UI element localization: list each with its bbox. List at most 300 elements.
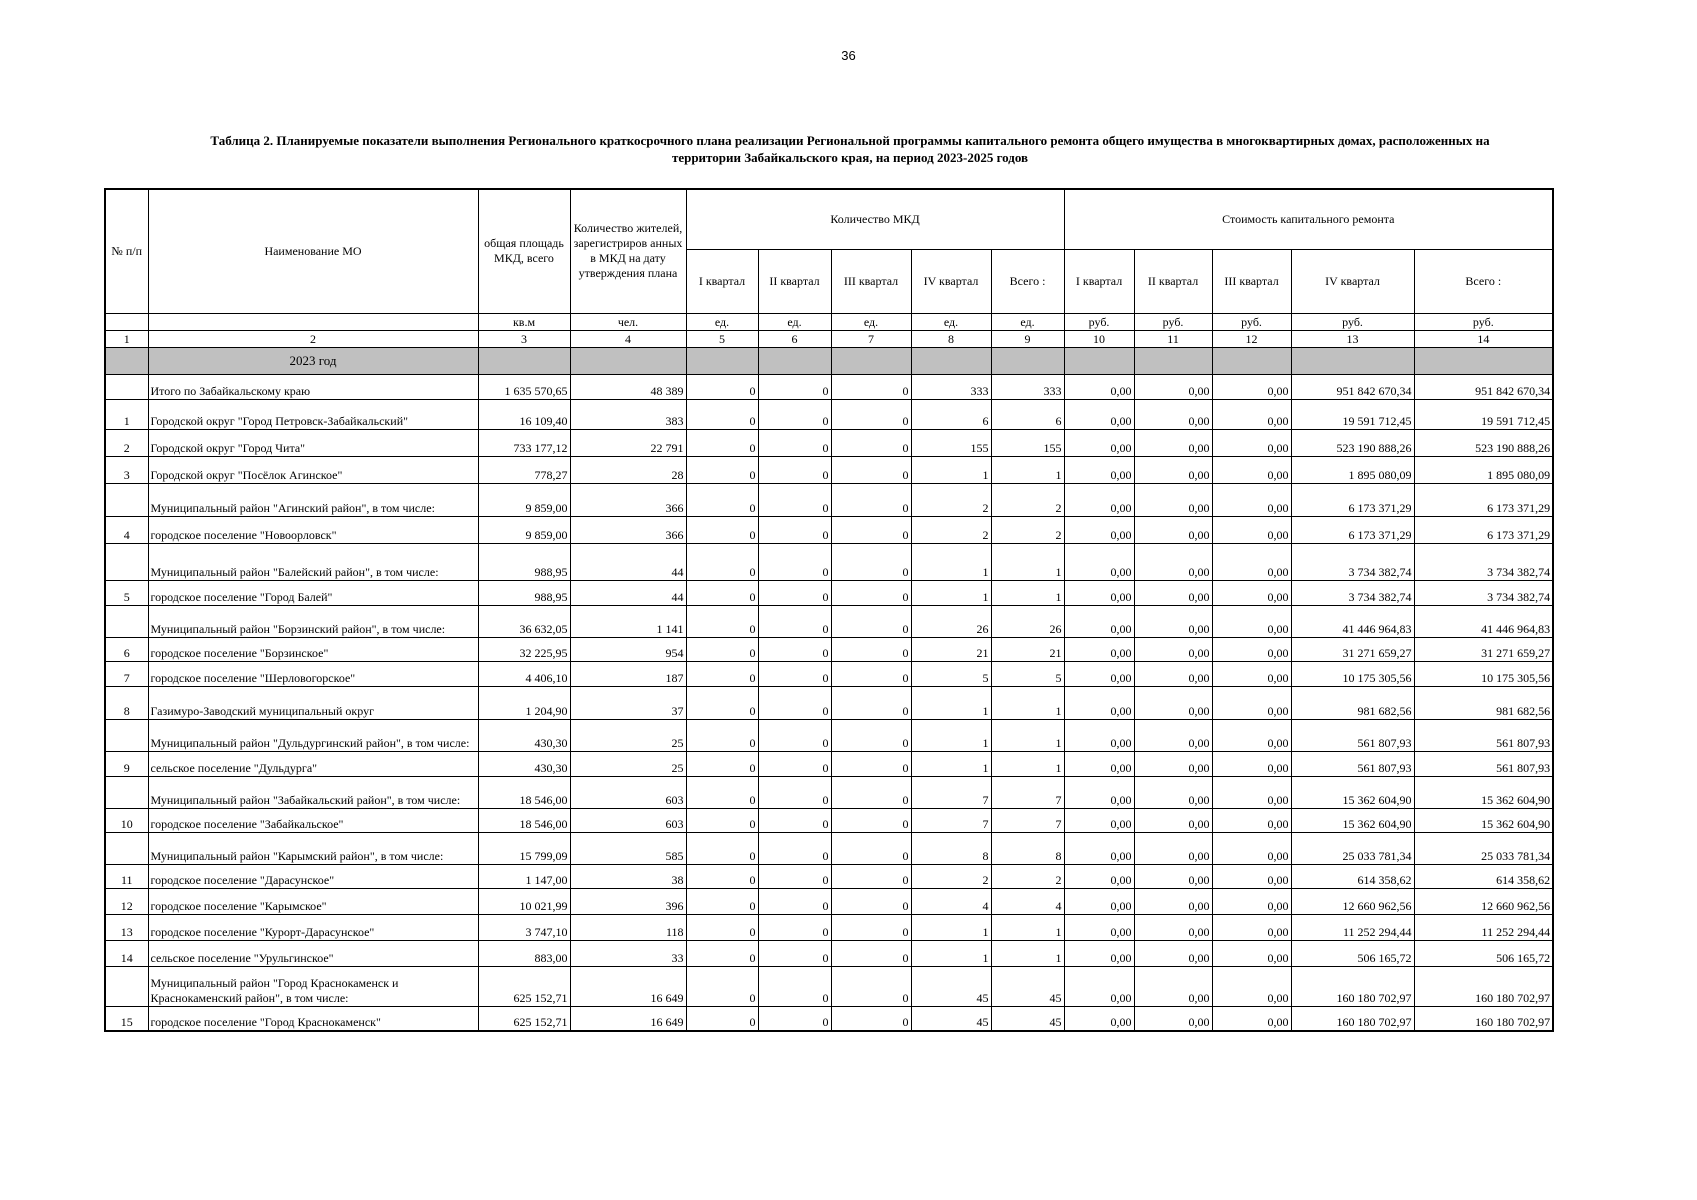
- header-mkd-q2: II квартал: [758, 249, 831, 313]
- data-cell: 11 252 294,44: [1291, 914, 1414, 940]
- data-cell: 0: [686, 637, 758, 661]
- data-cell: 523 190 888,26: [1414, 429, 1553, 456]
- year-cell-empty: [1064, 347, 1134, 374]
- year-cell-empty: [478, 347, 570, 374]
- column-number: 2: [148, 330, 478, 347]
- total-cell: 333: [911, 374, 991, 399]
- data-cell: 0: [686, 751, 758, 776]
- row-number: 14: [105, 940, 148, 966]
- data-cell: 0: [831, 776, 911, 808]
- total-cell: 1 635 570,65: [478, 374, 570, 399]
- data-cell: 2: [991, 516, 1064, 543]
- data-cell: 8: [911, 832, 991, 864]
- data-cell: 561 807,93: [1291, 751, 1414, 776]
- data-cell: 0: [758, 751, 831, 776]
- column-number: 3: [478, 330, 570, 347]
- row-number: 11: [105, 864, 148, 888]
- data-cell: 26: [991, 605, 1064, 637]
- data-cell: 0,00: [1134, 637, 1212, 661]
- row-number: 5: [105, 580, 148, 605]
- data-cell: 0: [686, 605, 758, 637]
- data-cell: 954: [570, 637, 686, 661]
- data-cell: 1: [991, 719, 1064, 751]
- data-cell: 10 175 305,56: [1414, 661, 1553, 686]
- data-cell: 733 177,12: [478, 429, 570, 456]
- column-number: 7: [831, 330, 911, 347]
- data-cell: 15 362 604,90: [1414, 808, 1553, 832]
- municipality-name: городское поселение "Город Краснокаменск": [148, 1006, 478, 1031]
- data-cell: 9 859,00: [478, 483, 570, 516]
- data-cell: 614 358,62: [1414, 864, 1553, 888]
- data-cell: 0,00: [1134, 888, 1212, 914]
- data-cell: 1: [991, 914, 1064, 940]
- data-cell: 585: [570, 832, 686, 864]
- total-cell: 333: [991, 374, 1064, 399]
- column-number: 9: [991, 330, 1064, 347]
- data-cell: 0,00: [1212, 940, 1291, 966]
- year-cell-empty: [758, 347, 831, 374]
- data-cell: 883,00: [478, 940, 570, 966]
- unit-cell-empty: [148, 313, 478, 330]
- data-cell: 45: [911, 1006, 991, 1031]
- data-cell: 0: [686, 429, 758, 456]
- table-row: [105, 429, 1553, 456]
- data-cell: 16 649: [570, 1006, 686, 1031]
- table-row: [105, 661, 1553, 686]
- data-cell: 0: [758, 864, 831, 888]
- data-cell: 6: [991, 399, 1064, 429]
- data-cell: 15 362 604,90: [1291, 808, 1414, 832]
- municipality-name: городское поселение "Дарасунское": [148, 864, 478, 888]
- data-cell: 0: [758, 940, 831, 966]
- year-cell-empty: [1212, 347, 1291, 374]
- header-cost-q3: III квартал: [1212, 249, 1291, 313]
- column-number: 4: [570, 330, 686, 347]
- data-cell: 4 406,10: [478, 661, 570, 686]
- data-cell: 0,00: [1134, 832, 1212, 864]
- column-number: 10: [1064, 330, 1134, 347]
- data-cell: 10 175 305,56: [1291, 661, 1414, 686]
- data-cell: 0: [831, 456, 911, 483]
- table-row: [105, 516, 1553, 543]
- data-cell: 0,00: [1134, 686, 1212, 719]
- row-number: [105, 719, 148, 751]
- data-cell: 0,00: [1134, 516, 1212, 543]
- data-cell: 2: [911, 483, 991, 516]
- data-cell: 0: [686, 456, 758, 483]
- page-number: 36: [841, 48, 856, 63]
- data-cell: 8: [991, 832, 1064, 864]
- data-cell: 0: [758, 661, 831, 686]
- data-cell: 0: [686, 483, 758, 516]
- data-cell: 981 682,56: [1291, 686, 1414, 719]
- data-cell: 988,95: [478, 543, 570, 580]
- data-cell: 0: [831, 580, 911, 605]
- table-row: [105, 966, 1553, 1006]
- year-cell-empty: [831, 347, 911, 374]
- data-cell: 38: [570, 864, 686, 888]
- table-title-line2: территории Забайкальского края, на период 2023-2025 годов: [671, 150, 1029, 165]
- data-cell: 383: [570, 399, 686, 429]
- data-cell: 0,00: [1064, 888, 1134, 914]
- data-cell: 1 147,00: [478, 864, 570, 888]
- data-cell: 0: [758, 580, 831, 605]
- data-cell: 26: [911, 605, 991, 637]
- data-cell: 0,00: [1064, 914, 1134, 940]
- data-cell: 0,00: [1134, 808, 1212, 832]
- data-cell: 12 660 962,56: [1291, 888, 1414, 914]
- data-cell: 1: [991, 751, 1064, 776]
- data-cell: 1: [991, 456, 1064, 483]
- data-cell: 366: [570, 516, 686, 543]
- data-cell: 3 734 382,74: [1414, 580, 1553, 605]
- data-cell: 16 109,40: [478, 399, 570, 429]
- data-cell: 0: [758, 832, 831, 864]
- data-cell: 625 152,71: [478, 1006, 570, 1031]
- data-cell: 0,00: [1212, 516, 1291, 543]
- data-cell: 18 546,00: [478, 808, 570, 832]
- data-cell: 1: [911, 580, 991, 605]
- data-cell: 160 180 702,97: [1291, 1006, 1414, 1031]
- municipality-name: Муниципальный район "Город Краснокаменск и Краснокаменский район", в том числе:: [148, 966, 478, 1006]
- row-number: 9: [105, 751, 148, 776]
- data-cell: 0,00: [1064, 580, 1134, 605]
- units-row: [105, 313, 1553, 330]
- data-cell: 0,00: [1212, 686, 1291, 719]
- data-cell: 0,00: [1212, 776, 1291, 808]
- data-cell: 0,00: [1212, 719, 1291, 751]
- unit-cell: чел.: [570, 313, 686, 330]
- row-number: 10: [105, 808, 148, 832]
- header-mkd-q3: III квартал: [831, 249, 911, 313]
- total-row: [105, 374, 1553, 399]
- data-cell: 6 173 371,29: [1291, 483, 1414, 516]
- data-cell: 0,00: [1212, 543, 1291, 580]
- data-cell: 0: [831, 940, 911, 966]
- data-cell: 0,00: [1212, 914, 1291, 940]
- data-cell: 0,00: [1134, 456, 1212, 483]
- total-label: Итого по Забайкальскому краю: [148, 374, 478, 399]
- data-cell: 25 033 781,34: [1291, 832, 1414, 864]
- column-number: 6: [758, 330, 831, 347]
- data-cell: 25: [570, 719, 686, 751]
- row-number: 7: [105, 661, 148, 686]
- data-cell: 22 791: [570, 429, 686, 456]
- table-row: [105, 543, 1553, 580]
- column-number: 11: [1134, 330, 1212, 347]
- data-cell: 0: [686, 399, 758, 429]
- data-cell: 430,30: [478, 751, 570, 776]
- data-cell: 1: [911, 719, 991, 751]
- table-row: [105, 940, 1553, 966]
- table-title-line1: Таблица 2. Планируемые показатели выполнения Регионального краткосрочного плана реализации Региональной программы капитального ремонта общего имущества в многоквартирных домах, расположенных на: [210, 133, 1490, 148]
- data-cell: 0,00: [1212, 751, 1291, 776]
- data-cell: 1: [991, 543, 1064, 580]
- table-row: [105, 686, 1553, 719]
- data-cell: 0: [831, 661, 911, 686]
- year-cell-empty: [686, 347, 758, 374]
- header-group-cost: Стоимость капитального ремонта: [1064, 189, 1553, 249]
- data-cell: 5: [911, 661, 991, 686]
- table-row: [105, 1006, 1553, 1031]
- data-cell: 1: [991, 940, 1064, 966]
- data-cell: 1 141: [570, 605, 686, 637]
- municipality-name: Муниципальный район "Балейский район", в том числе:: [148, 543, 478, 580]
- data-cell: 0,00: [1212, 832, 1291, 864]
- data-cell: 7: [911, 808, 991, 832]
- year-cell-empty: [105, 347, 148, 374]
- table-row: [105, 888, 1553, 914]
- total-cell: 951 842 670,34: [1291, 374, 1414, 399]
- municipality-name: сельское поселение "Урульгинское": [148, 940, 478, 966]
- data-cell: 0: [831, 966, 911, 1006]
- year-cell-empty: [1291, 347, 1414, 374]
- data-cell: 7: [911, 776, 991, 808]
- data-cell: 1 895 080,09: [1414, 456, 1553, 483]
- data-cell: 15 362 604,90: [1414, 776, 1553, 808]
- municipality-name: Муниципальный район "Борзинский район", в том числе:: [148, 605, 478, 637]
- total-cell: 48 389: [570, 374, 686, 399]
- data-cell: 0: [831, 751, 911, 776]
- data-cell: 561 807,93: [1414, 719, 1553, 751]
- data-cell: 6 173 371,29: [1291, 516, 1414, 543]
- data-cell: 0,00: [1064, 429, 1134, 456]
- data-cell: 0: [831, 605, 911, 637]
- data-cell: 0,00: [1212, 808, 1291, 832]
- data-cell: 603: [570, 808, 686, 832]
- data-cell: 45: [911, 966, 991, 1006]
- data-cell: 0: [758, 686, 831, 719]
- unit-cell: кв.м: [478, 313, 570, 330]
- data-cell: 0,00: [1134, 661, 1212, 686]
- data-cell: 28: [570, 456, 686, 483]
- data-cell: 1: [911, 543, 991, 580]
- data-cell: 41 446 964,83: [1291, 605, 1414, 637]
- data-cell: 0,00: [1134, 914, 1212, 940]
- data-cell: 1 895 080,09: [1291, 456, 1414, 483]
- data-cell: 0,00: [1134, 940, 1212, 966]
- data-cell: 1: [991, 686, 1064, 719]
- row-number: [105, 832, 148, 864]
- data-cell: 0: [758, 399, 831, 429]
- data-cell: 0,00: [1212, 580, 1291, 605]
- data-cell: 15 362 604,90: [1291, 776, 1414, 808]
- total-cell: 0,00: [1212, 374, 1291, 399]
- municipality-name: Городской округ "Город Петровск-Забайкальский": [148, 399, 478, 429]
- table-row: [105, 776, 1553, 808]
- header-cost-q2: II квартал: [1134, 249, 1212, 313]
- data-cell: 0: [758, 543, 831, 580]
- unit-cell: ед.: [911, 313, 991, 330]
- table-row: [105, 580, 1553, 605]
- data-cell: 0,00: [1064, 661, 1134, 686]
- data-cell: 6: [911, 399, 991, 429]
- row-number: 4: [105, 516, 148, 543]
- data-cell: 2: [911, 516, 991, 543]
- year-row: [105, 347, 1553, 374]
- data-cell: 0: [758, 516, 831, 543]
- data-cell: 625 152,71: [478, 966, 570, 1006]
- data-cell: 0: [758, 966, 831, 1006]
- data-cell: 6 173 371,29: [1414, 516, 1553, 543]
- column-number: 14: [1414, 330, 1553, 347]
- data-cell: 0,00: [1212, 1006, 1291, 1031]
- data-cell: 0,00: [1134, 751, 1212, 776]
- data-cell: 0: [758, 637, 831, 661]
- data-cell: 0,00: [1134, 580, 1212, 605]
- data-cell: 0: [758, 808, 831, 832]
- municipality-name: Муниципальный район "Агинский район", в том числе:: [148, 483, 478, 516]
- header-num: № п/п: [105, 189, 148, 313]
- data-cell: 0,00: [1064, 719, 1134, 751]
- data-cell: 0: [686, 888, 758, 914]
- data-cell: 0: [831, 516, 911, 543]
- row-number: 6: [105, 637, 148, 661]
- data-cell: 155: [991, 429, 1064, 456]
- data-cell: 0: [686, 914, 758, 940]
- data-cell: 0: [831, 832, 911, 864]
- table-row: [105, 399, 1553, 429]
- data-cell: 4: [991, 888, 1064, 914]
- data-cell: 118: [570, 914, 686, 940]
- column-number: 8: [911, 330, 991, 347]
- column-number: 12: [1212, 330, 1291, 347]
- data-cell: 45: [991, 1006, 1064, 1031]
- total-cell: 0,00: [1064, 374, 1134, 399]
- unit-cell: руб.: [1134, 313, 1212, 330]
- year-cell-empty: [1134, 347, 1212, 374]
- data-cell: 0: [686, 580, 758, 605]
- data-cell: 0: [831, 686, 911, 719]
- data-cell: 7: [991, 776, 1064, 808]
- data-cell: 0: [831, 637, 911, 661]
- header-cost-q4: IV квартал: [1291, 249, 1414, 313]
- data-cell: 0: [831, 864, 911, 888]
- data-cell: 981 682,56: [1414, 686, 1553, 719]
- municipality-name: городское поселение "Новоорловск": [148, 516, 478, 543]
- data-cell: 160 180 702,97: [1414, 1006, 1553, 1031]
- data-cell: 1: [911, 914, 991, 940]
- header-area: общая площадь МКД, всего: [478, 189, 570, 313]
- data-cell: 561 807,93: [1414, 751, 1553, 776]
- data-cell: 0,00: [1134, 429, 1212, 456]
- row-number: [105, 776, 148, 808]
- row-number: 2: [105, 429, 148, 456]
- header-cost-total: Всего :: [1414, 249, 1553, 313]
- data-cell: 1 204,90: [478, 686, 570, 719]
- row-number: 15: [105, 1006, 148, 1031]
- municipality-name: сельское поселение "Дульдурга": [148, 751, 478, 776]
- header-mkd-q1: I квартал: [686, 249, 758, 313]
- header-group-mkd: Количество МКД: [686, 189, 1064, 249]
- data-cell: 0: [686, 808, 758, 832]
- table-row: [105, 456, 1553, 483]
- data-cell: 19 591 712,45: [1291, 399, 1414, 429]
- data-cell: 2: [991, 483, 1064, 516]
- data-cell: 2: [911, 864, 991, 888]
- table-body: [105, 189, 1553, 1031]
- data-cell: 31 271 659,27: [1291, 637, 1414, 661]
- data-cell: 41 446 964,83: [1414, 605, 1553, 637]
- year-cell-empty: [991, 347, 1064, 374]
- total-cell: 0: [686, 374, 758, 399]
- data-cell: 0,00: [1212, 456, 1291, 483]
- total-cell: 0: [831, 374, 911, 399]
- data-cell: 0,00: [1212, 661, 1291, 686]
- data-cell: 0,00: [1134, 1006, 1212, 1031]
- data-cell: 0: [831, 399, 911, 429]
- data-cell: 0,00: [1212, 399, 1291, 429]
- municipality-name: городское поселение "Карымское": [148, 888, 478, 914]
- municipality-name: Городской округ "Город Чита": [148, 429, 478, 456]
- unit-cell: ед.: [831, 313, 911, 330]
- row-number: 3: [105, 456, 148, 483]
- municipality-name: Городской округ "Посёлок Агинское": [148, 456, 478, 483]
- capital-repair-plan-table: [104, 188, 1554, 1032]
- data-cell: 0,00: [1134, 776, 1212, 808]
- data-cell: 0: [686, 966, 758, 1006]
- total-cell: 0,00: [1134, 374, 1212, 399]
- data-cell: 0,00: [1212, 864, 1291, 888]
- data-cell: 16 649: [570, 966, 686, 1006]
- data-cell: 0: [758, 914, 831, 940]
- data-cell: 18 546,00: [478, 776, 570, 808]
- table-row: [105, 914, 1553, 940]
- data-cell: 5: [991, 661, 1064, 686]
- data-cell: 0: [758, 605, 831, 637]
- data-cell: 0: [831, 483, 911, 516]
- data-cell: 0: [686, 776, 758, 808]
- data-cell: 0: [758, 483, 831, 516]
- column-numbers-row: [105, 330, 1553, 347]
- data-cell: 0: [686, 719, 758, 751]
- data-cell: 523 190 888,26: [1291, 429, 1414, 456]
- data-cell: 0: [758, 776, 831, 808]
- municipality-name: городское поселение "Шерловогорское": [148, 661, 478, 686]
- column-number: 1: [105, 330, 148, 347]
- data-cell: 0: [758, 456, 831, 483]
- total-cell: 0: [758, 374, 831, 399]
- row-number: 12: [105, 888, 148, 914]
- table-row: [105, 719, 1553, 751]
- data-cell: 4: [911, 888, 991, 914]
- data-cell: 0: [686, 516, 758, 543]
- data-cell: 0,00: [1064, 776, 1134, 808]
- row-number: 1: [105, 399, 148, 429]
- data-cell: 0: [831, 914, 911, 940]
- municipality-name: городское поселение "Курорт-Дарасунское": [148, 914, 478, 940]
- row-number: [105, 543, 148, 580]
- data-cell: 3 734 382,74: [1414, 543, 1553, 580]
- data-cell: 0,00: [1064, 686, 1134, 719]
- data-cell: 0,00: [1064, 483, 1134, 516]
- data-cell: 0,00: [1064, 456, 1134, 483]
- data-cell: 0: [831, 1006, 911, 1031]
- data-cell: 187: [570, 661, 686, 686]
- data-cell: 0: [758, 1006, 831, 1031]
- data-cell: 0,00: [1064, 1006, 1134, 1031]
- municipality-name: городское поселение "Город Балей": [148, 580, 478, 605]
- data-cell: 155: [911, 429, 991, 456]
- unit-cell: руб.: [1212, 313, 1291, 330]
- data-cell: 1: [911, 751, 991, 776]
- data-cell: 31 271 659,27: [1414, 637, 1553, 661]
- data-cell: 11 252 294,44: [1414, 914, 1553, 940]
- municipality-name: Газимуро-Заводский муниципальный округ: [148, 686, 478, 719]
- unit-cell: руб.: [1064, 313, 1134, 330]
- year-cell-empty: [1414, 347, 1553, 374]
- municipality-name: городское поселение "Забайкальское": [148, 808, 478, 832]
